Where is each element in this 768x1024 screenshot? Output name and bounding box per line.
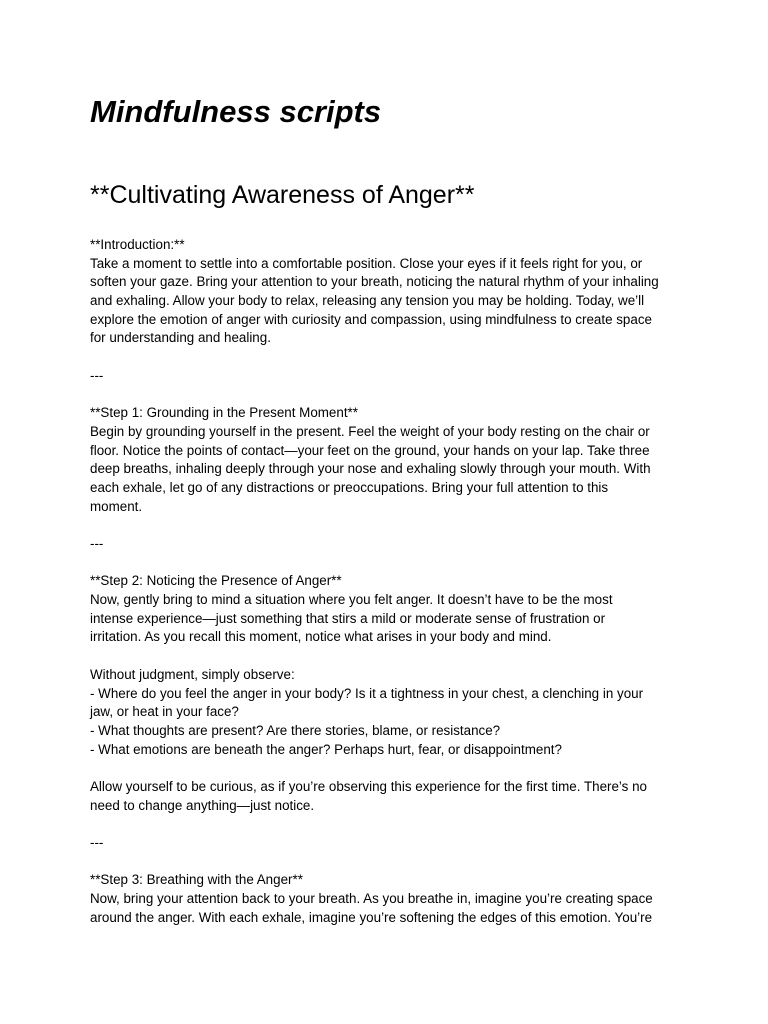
paragraph-line: Now, bring your attention back to your breath. As you breathe in, imagine you’re creating space: [90, 891, 653, 907]
bullet-line: - What emotions are beneath the anger? Perhaps hurt, fear, or disappointment?: [90, 741, 562, 757]
paragraph-line: deep breaths, inhaling deeply through your nose and exhaling slowly through your mouth. With: [90, 461, 651, 477]
step-heading: **Step 2: Noticing the Presence of Anger**: [90, 573, 342, 589]
blank-line: [90, 853, 680, 872]
blank-line: [90, 348, 680, 367]
step-heading: **Step 1: Grounding in the Present Moment**: [90, 405, 358, 421]
blank-line: [90, 386, 680, 405]
paragraph-line: soften your gaze. Bring your attention to your breath, noticing the natural rhythm of your inhaling: [90, 274, 659, 290]
step-heading: **Step 3: Breathing with the Anger**: [90, 872, 303, 888]
section-divider: ---: [90, 536, 104, 551]
section-divider: ---: [90, 367, 104, 383]
bullet-line: - What thoughts are present? Are there stories, blame, or resistance?: [90, 722, 501, 738]
step-heading: **Introduction:**: [90, 237, 185, 252]
paragraph-line: moment.: [90, 498, 143, 514]
bullet-line: - Where do you feel the anger in your body? Is it a tightness in your chest, a clenching in your: [90, 685, 644, 701]
paragraph-line: need to change anything—just notice.: [90, 797, 315, 813]
body-text: [90, 236, 680, 927]
paragraph-line: floor. Notice the points of contact—your feet on the ground, your hands on your lap. Take three: [90, 442, 650, 458]
section-divider: ---: [90, 835, 104, 850]
paragraph-line: around the anger. With each exhale, imagine you’re softening the edges of this emotion. You’re: [90, 909, 653, 925]
paragraph-line: Begin by grounding yourself in the present. Feel the weight of your body resting on the chair or: [90, 423, 650, 439]
paragraph-line: and exhaling. Allow your body to relax, releasing any tension you may be holding. Today, we’ll: [90, 293, 645, 309]
blank-line: [90, 815, 680, 834]
paragraph-line: Allow yourself to be curious, as if you’re observing this experience for the first time. There’s no: [90, 778, 647, 794]
paragraph-line: each exhale, let go of any distractions or preoccupations. Bring your full attention to this: [90, 479, 609, 495]
blank-line: [90, 759, 680, 778]
paragraph-line: Take a moment to settle into a comfortable position. Close your eyes if it feels right for you, or: [90, 255, 643, 271]
paragraph-line: explore the emotion of anger with curiosity and compassion, using mindfulness to create space: [90, 311, 652, 327]
blank-line: [90, 554, 680, 573]
paragraph-line: for understanding and healing.: [90, 330, 271, 346]
blank-line: [90, 647, 680, 666]
paragraph-line: intense experience—just something that stirs a mild or moderate sense of frustration or: [90, 610, 606, 626]
paragraph-line: irritation. As you recall this moment, notice what arises in your body and mind.: [90, 629, 552, 645]
section-title: **Cultivating Awareness of Anger**: [90, 181, 475, 209]
paragraph-line: jaw, or heat in your face?: [90, 704, 239, 720]
blank-line: [90, 516, 680, 535]
paragraph-line: Now, gently bring to mind a situation where you felt anger. It doesn’t have to be the most: [90, 592, 613, 608]
document-title: Mindfulness scripts: [90, 94, 382, 129]
paragraph-line: Without judgment, simply observe:: [90, 666, 295, 682]
